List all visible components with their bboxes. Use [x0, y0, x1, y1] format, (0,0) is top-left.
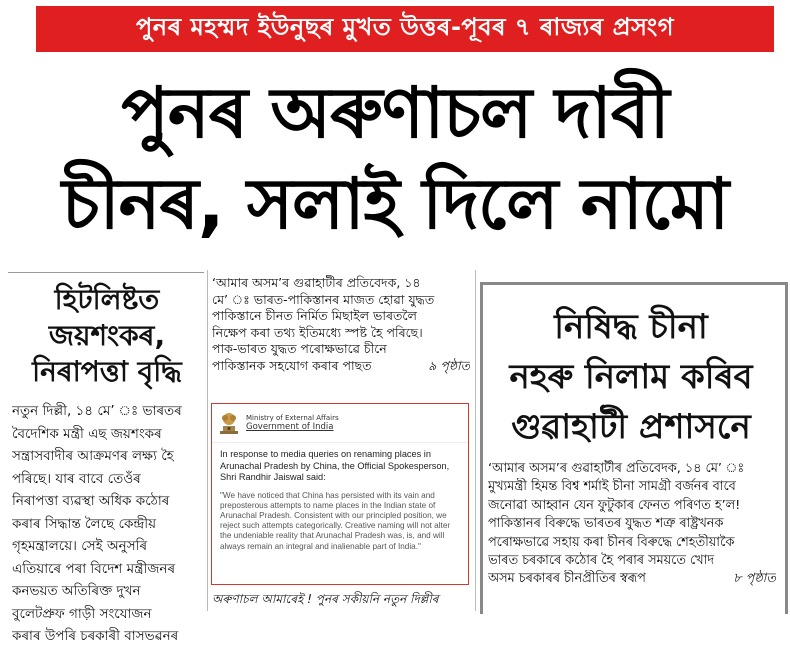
body-line [488, 570, 776, 588]
national-emblem-icon [218, 411, 240, 435]
body-line: গৃহমন্ত্ৰালয়ে। সেই অনুসৰি [12, 538, 148, 554]
mea-org-name [246, 414, 339, 432]
right-story-body [488, 460, 776, 589]
top-banner: পুনৰ মহম্মদ ইউনুছৰ মুখত উত্তৰ-পূবৰ ৭ ৰাজ্যৰ প্ৰসংগ [36, 6, 774, 52]
mea-header [212, 404, 468, 443]
body-line: কৰাৰ সিদ্ধান্ত লৈছে কেন্দ্ৰীয় [12, 515, 157, 532]
column-divider [207, 270, 208, 611]
body-line-text: অসম চৰকাৰৰ চীনপ্ৰীতিৰ স্বৰূপ [488, 571, 646, 587]
column-divider [475, 270, 476, 611]
left-title-line: জয়শংকৰ, [48, 319, 166, 352]
right-title-line: গুৱাহাটী প্ৰশাসনে [511, 407, 751, 447]
middle-story-body [212, 275, 470, 374]
left-story-title [8, 282, 206, 390]
left-title-line: হিটলিষ্টত [54, 283, 160, 316]
image-caption: অৰুণাচল আমাৰেই ! পুনৰ সকীয়নি নতুন দিল্লীৰ [212, 592, 439, 606]
body-line: ভাৰত চৰকাৰে কঠোৰ হৈ পৰাৰ সময়তে খোদ [488, 553, 715, 569]
page-reference: ৮ পৃষ্ঠাত [733, 571, 776, 587]
body-line: নতুন দিল্লী, ১৪ মে’ ঃ ভাৰতৰ [12, 403, 182, 419]
main-headline-line-2: চীনৰ, সলাই দিলে নামো [61, 163, 729, 245]
body-line [212, 358, 470, 375]
body-line: বৈদেশিক মন্ত্ৰী এছ জয়শংকৰ [12, 425, 162, 442]
left-story-body [12, 400, 202, 648]
body-line: ‘আমাৰ অসম’ৰ গুৱাহাটীৰ প্ৰতিবেদক, ১৪ মে’ ঃ [488, 461, 745, 476]
right-title-line: নিষিদ্ধ চীনা [554, 307, 708, 347]
body-line: মুখ্যমন্ত্ৰী হিমন্ত বিশ্ব শৰ্মাই চীনা সামগ্ৰী বৰ্জনৰ বাবে [488, 479, 736, 495]
page-reference: ৯ পৃষ্ঠাত [428, 357, 470, 373]
body-line-text: পাকিস্তানক সহযোগ কৰাৰ পাছত [212, 357, 372, 373]
statement-quote: "We have noticed that China has persisted with its vain and preposterous attempts to name places in the Indian state of Arunachal Pradesh. Consistent with our principled position, we reject such attempts categorically. Creative naming will not alter the undeniable reality that Arunachal Pradesh was, is, and will always remain an integral and inalienable part of India." [220, 490, 451, 551]
body-line: পৰিছে। যাৰ বাবে তেওঁৰ [12, 470, 141, 487]
column-divider-top [8, 272, 204, 273]
body-line: জনোৱা আহ্বান যেন ফুটুকাৰ ফেনত পৰিণত হ’ল! [488, 497, 741, 513]
mea-line-1: Ministry of External Affairs [246, 414, 339, 422]
body-line: ‘আমাৰ অসম’ৰ গুৱাহাটীৰ প্ৰতিবেদক, ১৪ [212, 275, 421, 290]
body-line: নিৰাপত্তা ব্যৱস্থা অধিক কঠোৰ [12, 493, 170, 509]
mea-line-2: Government of India [246, 422, 334, 432]
body-line: কনভয়ত অতিৰিক্ত দুখন [12, 583, 141, 599]
body-line: নিক্ষেপ কৰা তথ্য ইতিমধ্যে স্পষ্ট হৈ পৰিছে। [212, 324, 423, 340]
body-line: কৰাৰ উপৰি চৰকাৰী বাসভৱনৰ [12, 628, 179, 644]
right-title-line: নহৰু নিলাম কৰিব [509, 357, 753, 397]
left-title-line: নিৰাপত্তা বৃদ্ধি [32, 355, 182, 388]
main-headline-line-1: পুনৰ অৰুণাচল দাবী [121, 72, 669, 154]
body-line: সন্ত্ৰাসবাদীৰ আক্ৰমণৰ লক্ষ্য হৈ [12, 448, 174, 464]
body-line: মে’ ঃ ভাৰত-পাকিস্তানৰ মাজত হোৱা যুদ্ধত [212, 291, 435, 307]
mea-statement-image [211, 403, 469, 585]
right-story-title [483, 302, 779, 452]
body-line: পৰোক্ষভাৱে সহায় কৰা চীনৰ বিৰুদ্ধে শেহতীয়াকৈ [488, 534, 735, 550]
mea-statement-text [212, 443, 468, 552]
body-line: পাক-ভাৰত যুদ্ধত পৰোক্ষভাৱে চীনে [212, 341, 387, 356]
statement-intro: In response to media queries on renaming places in Arunachal Pradesh by China, the Official Spokesperson, Shri Randhir Jaiswal said: [220, 449, 450, 482]
body-line: পাকিস্তানে চীনত নিৰ্মিত মিছাইল ভাৰতলৈ [212, 308, 417, 323]
body-line: পাকিস্তানৰ বিৰুদ্ধে ভাৰতৰ যুদ্ধত শত্ৰু ৰাষ্ট্ৰখনক [488, 516, 724, 532]
body-line: বুলেটপ্ৰুফ গাড়ী সংযোজন [12, 605, 152, 622]
body-line: এতিয়াৰে পৰা বিদেশ মন্ত্ৰীজনৰ [12, 560, 176, 577]
